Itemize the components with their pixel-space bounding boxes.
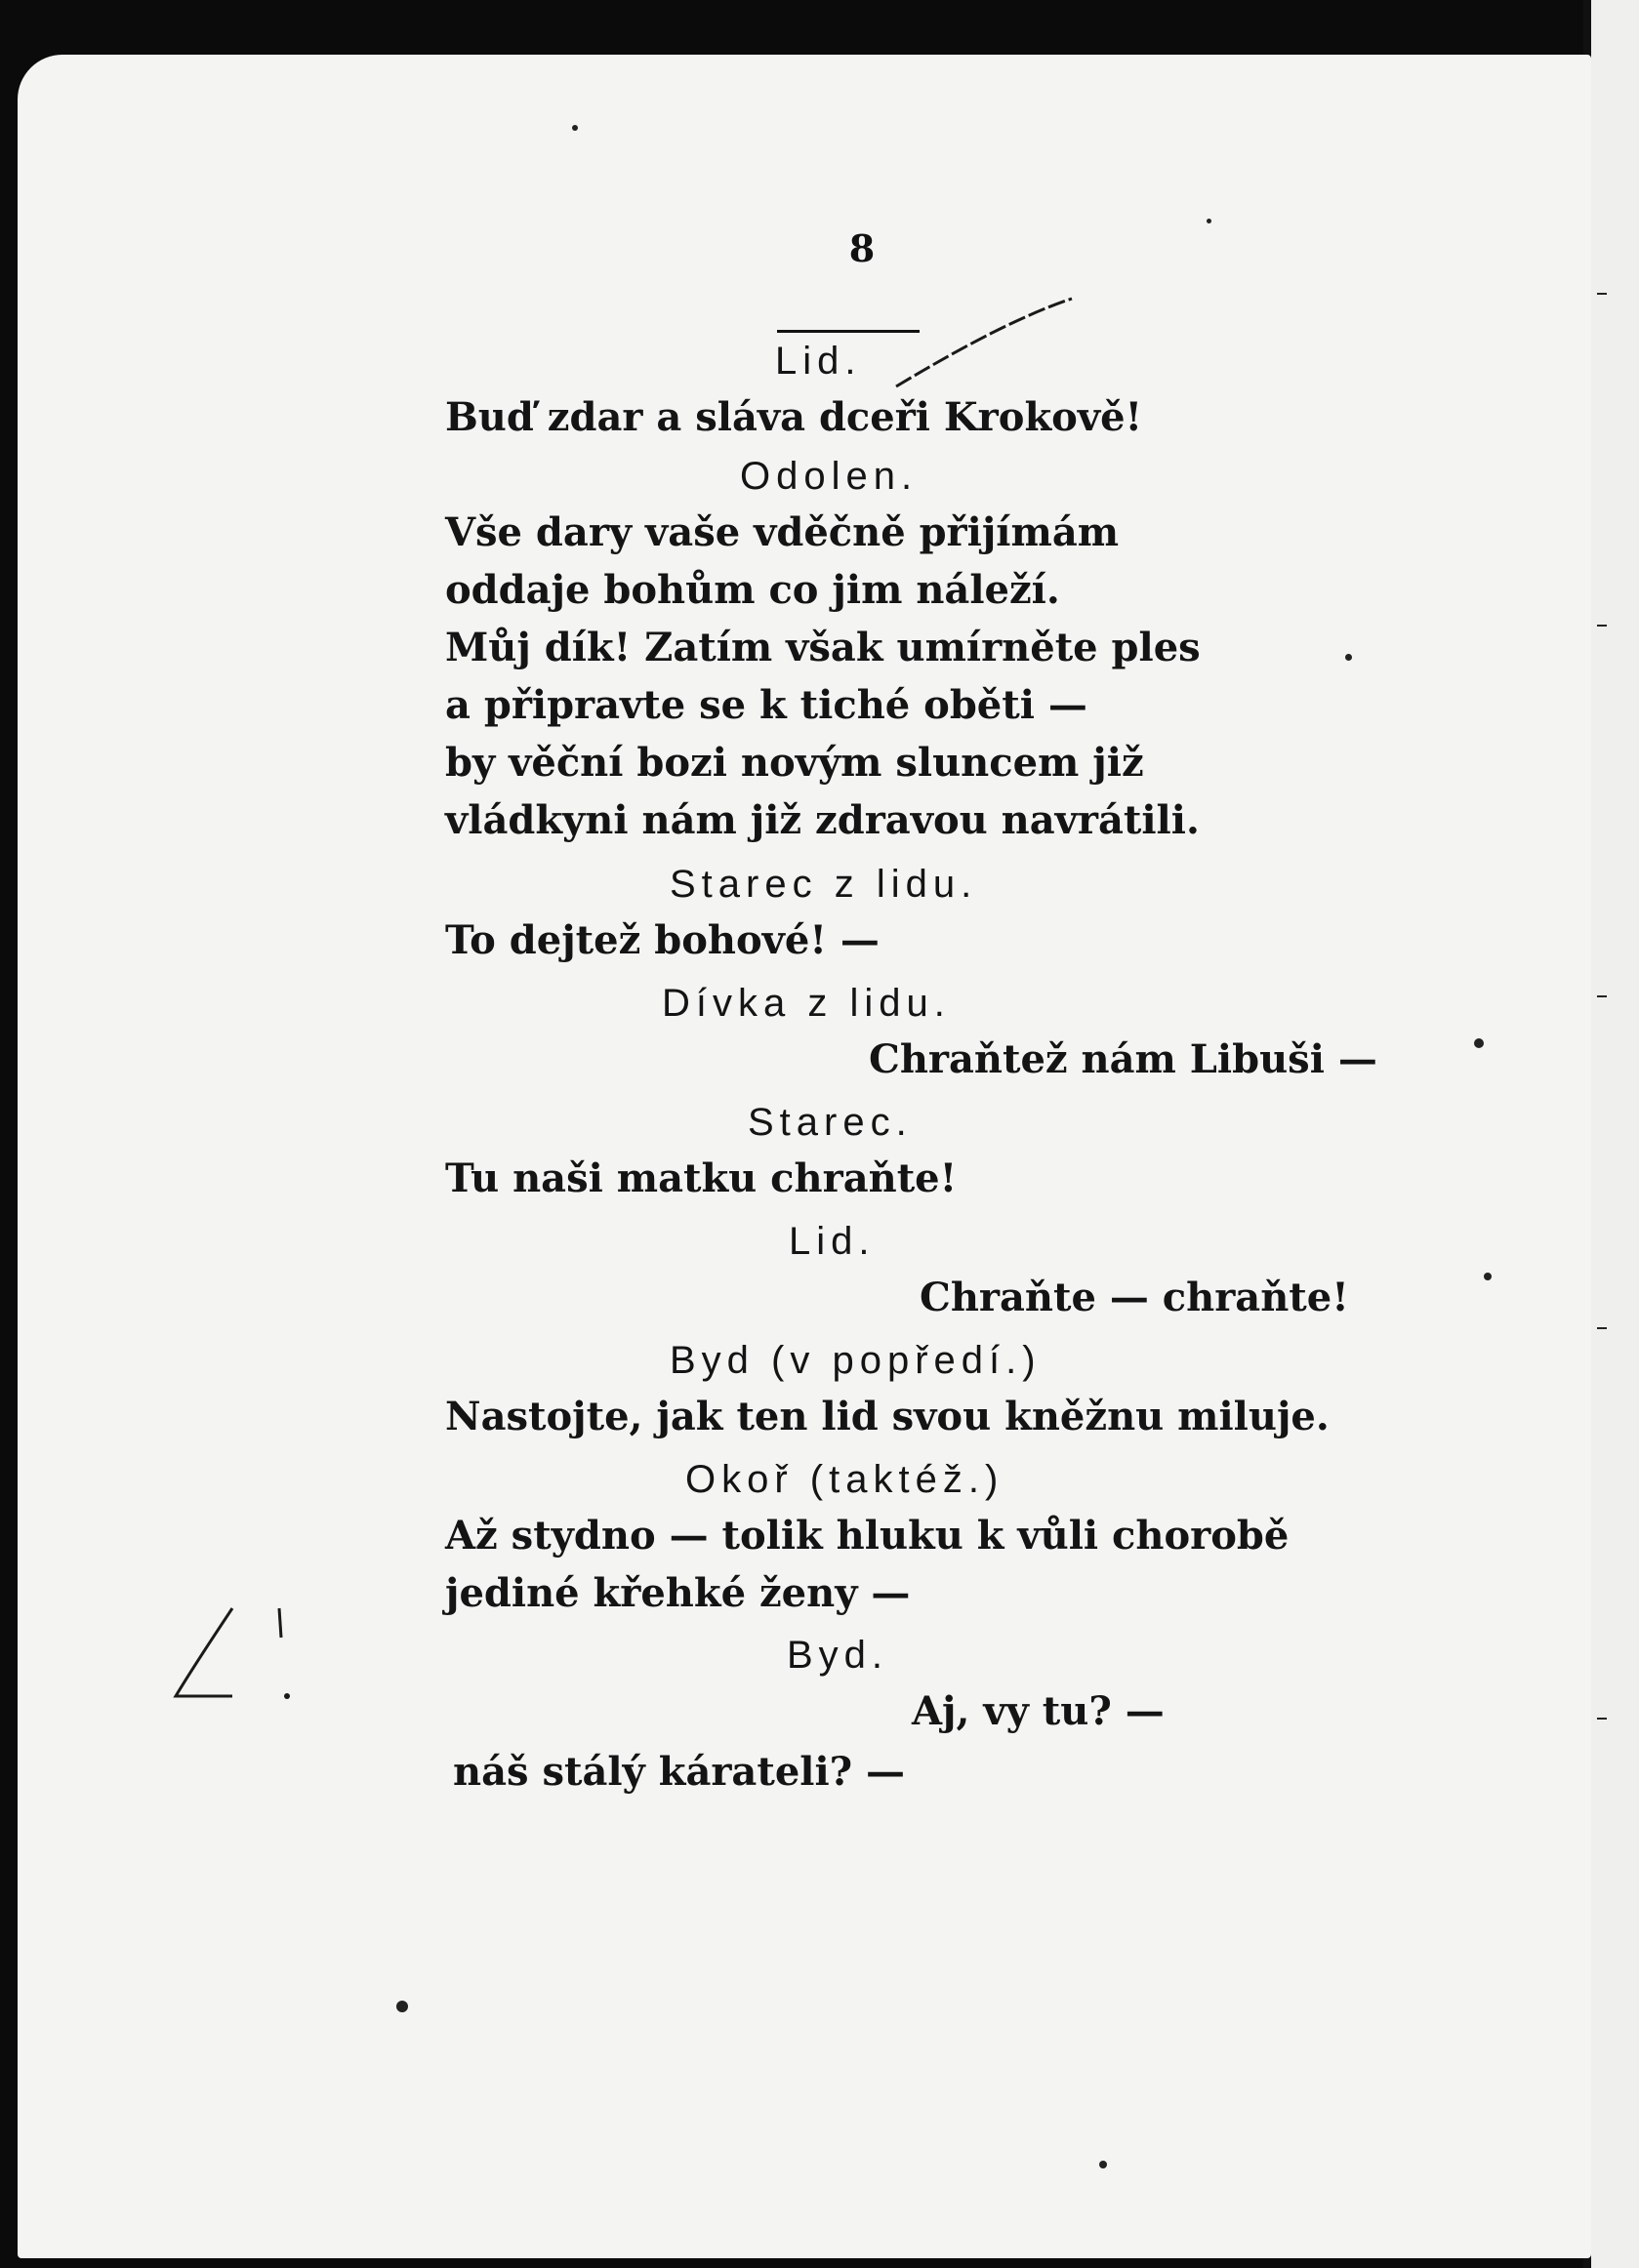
- dialogue-line: Tu naši matku chraňte!: [445, 1155, 958, 1201]
- scan-speck: [396, 2001, 408, 2012]
- dialogue-line: náš stálý kárateli? —: [453, 1749, 906, 1795]
- speaker-lid: Lid.: [789, 1220, 876, 1263]
- dialogue-line: a připravte se k tiché oběti —: [445, 682, 1087, 728]
- scan-speck: [1207, 219, 1211, 223]
- speaker-starec: Starec.: [748, 1101, 913, 1144]
- speaker-okor: Okoř (taktéž.): [685, 1458, 1004, 1501]
- dialogue-line: Chraňte — chraňte!: [920, 1275, 1349, 1320]
- book-page: [18, 55, 1591, 2258]
- scan-speck: [1484, 1273, 1492, 1280]
- dialogue-line: Chraňtež nám Libuši —: [869, 1036, 1377, 1082]
- dialogue-line: Buď zdar a sláva dceři Krokově!: [445, 394, 1143, 440]
- dialogue-line: oddaje bohům co jim náleží.: [445, 567, 1060, 613]
- dialogue-line: Nastojte, jak ten lid svou kněžnu miluje.: [445, 1394, 1330, 1439]
- dialogue-line: vládkyni nám již zdravou navrátili.: [445, 797, 1200, 843]
- scan-speck: [1345, 654, 1352, 661]
- speaker-starec-z-lidu: Starec z lidu.: [670, 863, 978, 906]
- dialogue-line: jediné křehké ženy —: [445, 1570, 911, 1616]
- adjacent-page-edge: [1583, 0, 1639, 2268]
- speaker-odolen: Odolen.: [740, 455, 919, 498]
- margin-pencil-mark: [164, 1599, 310, 1716]
- dialogue-line: Aj, vy tu? —: [912, 1688, 1165, 1734]
- dialogue-line: Můj dík! Zatím však umírněte ples: [445, 625, 1201, 670]
- dialogue-line: Vše dary vaše vděčně přijímám: [445, 509, 1120, 555]
- scan-speck: [1099, 2161, 1107, 2168]
- speaker-byd: Byd (v popředí.): [670, 1339, 1042, 1382]
- speaker-lid: Lid.: [775, 340, 862, 383]
- scan-speck: [572, 125, 578, 131]
- page-number: 8: [848, 226, 876, 270]
- scan-speck: [1474, 1038, 1484, 1048]
- dialogue-line: by věční bozi novým sluncem již: [445, 740, 1144, 786]
- dialogue-line: To dejtež bohové! —: [445, 917, 880, 963]
- speaker-byd: Byd.: [787, 1634, 889, 1677]
- pencil-mark: [877, 279, 1091, 396]
- dialogue-line: Až stydno — tolik hluku k vůli chorobě: [445, 1513, 1290, 1559]
- speaker-divka-z-lidu: Dívka z lidu.: [662, 982, 951, 1025]
